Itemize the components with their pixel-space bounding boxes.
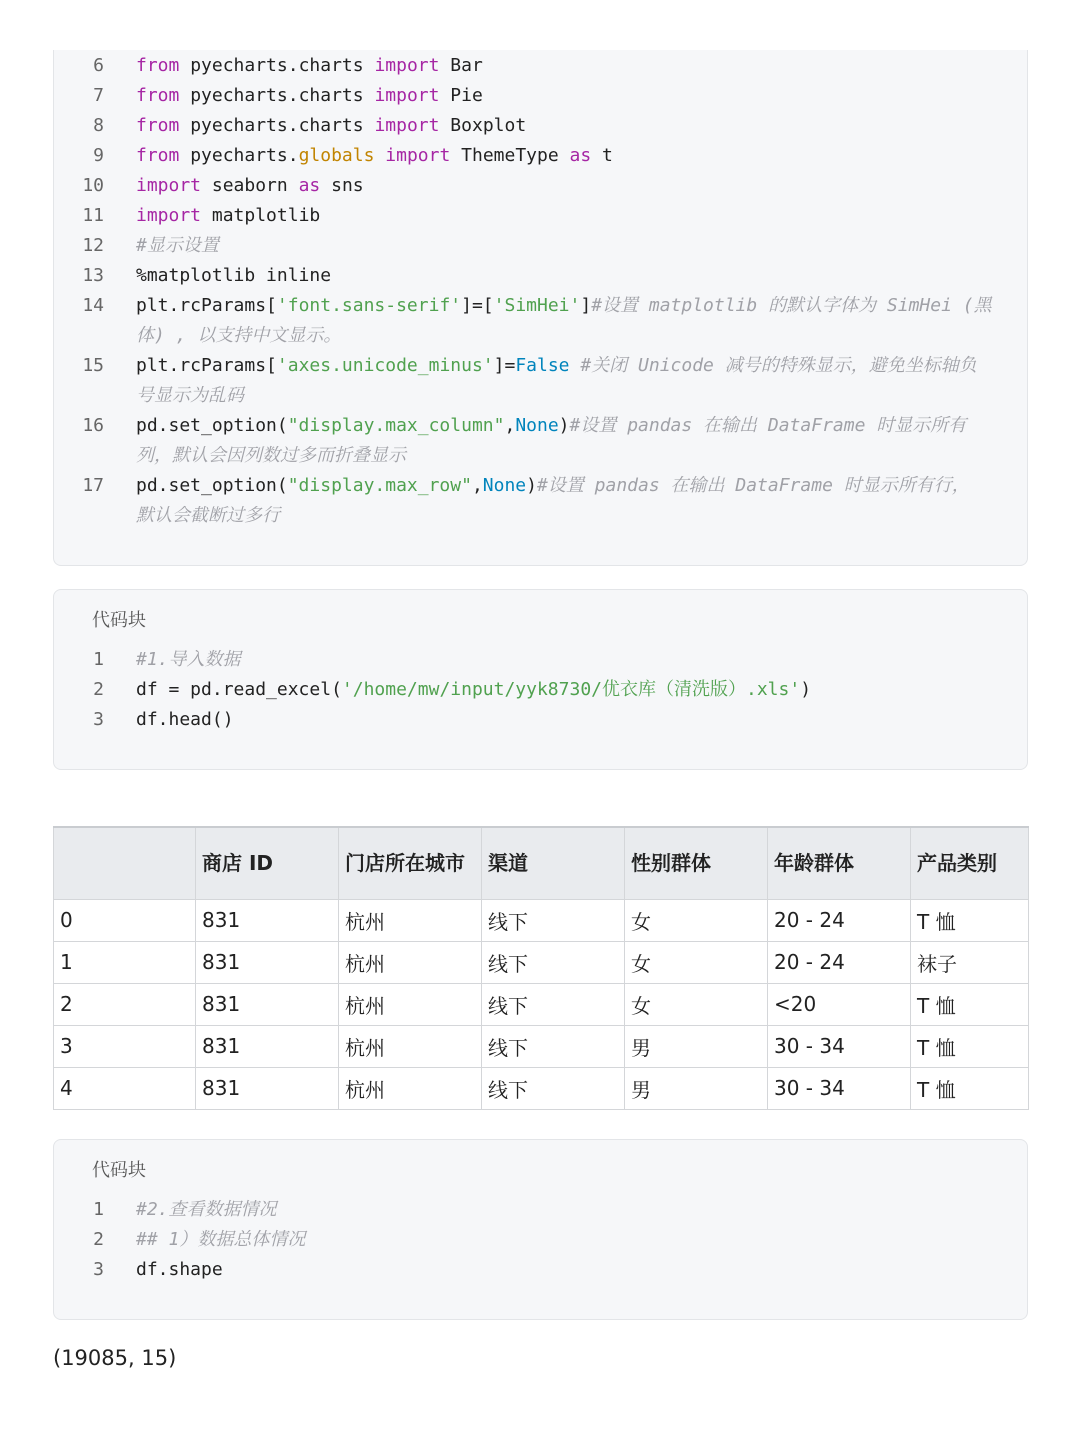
code-text xyxy=(136,261,331,291)
code-token: pyecharts.charts xyxy=(179,85,375,106)
code-token: pd.set_option( xyxy=(136,415,288,436)
city-cell: 杭州 xyxy=(339,1025,482,1067)
category-cell: 袜子 xyxy=(911,941,1029,983)
code-token: df.head() xyxy=(136,709,234,730)
code-token: import xyxy=(385,145,451,166)
line-number: 12 xyxy=(82,235,104,256)
code-text xyxy=(136,171,364,201)
code-token: ]=[ xyxy=(461,295,494,316)
table-row xyxy=(54,983,1029,1025)
code-token: Pie xyxy=(439,85,483,106)
code-token: #设置 matplotlib 的默认字体为 SimHei (黑 xyxy=(591,295,992,316)
code-token: seaborn xyxy=(201,175,299,196)
code-token: , xyxy=(471,475,483,496)
header-category: 产品类别 xyxy=(911,827,1029,899)
code-text xyxy=(136,111,526,141)
code-token: matplotlib xyxy=(201,205,321,226)
channel-cell: 线下 xyxy=(482,899,625,941)
line-number: 16 xyxy=(82,415,104,436)
category-cell: T 恤 xyxy=(911,1025,1029,1067)
store-id-cell: 831 xyxy=(196,1067,339,1109)
code-comment-continuation: 号显示为乱码 xyxy=(136,385,244,406)
header-gender: 性别群体 xyxy=(625,827,768,899)
code-text xyxy=(136,291,992,321)
line-number: 10 xyxy=(82,175,104,196)
code-token: 'font.sans-serif' xyxy=(276,295,462,316)
line-number: 17 xyxy=(82,475,104,496)
code-token: #设置 pandas 在输出 DataFrame 时显示所有行， xyxy=(537,475,970,496)
code-token: Bar xyxy=(439,55,483,76)
store-id-cell: 831 xyxy=(196,899,339,941)
channel-cell: 线下 xyxy=(482,1067,625,1109)
code-token: 'axes.unicode_minus' xyxy=(276,355,494,376)
line-number: 1 xyxy=(93,1199,104,1220)
store-id-cell: 831 xyxy=(196,1025,339,1067)
code-token: from xyxy=(136,115,180,136)
store-id-cell: 831 xyxy=(196,941,339,983)
code-block-label: 代码块 xyxy=(92,610,146,631)
code-token: from xyxy=(136,145,180,166)
code-token: globals xyxy=(298,145,375,166)
age-cell: <20 xyxy=(768,983,911,1025)
age-cell: 30 - 34 xyxy=(768,1067,911,1109)
table-row xyxy=(54,941,1029,983)
gender-cell: 女 xyxy=(625,899,768,941)
code-token: import xyxy=(374,55,440,76)
code-token: ) xyxy=(558,415,570,436)
index-cell: 2 xyxy=(54,983,196,1025)
index-header xyxy=(54,827,196,899)
code-text xyxy=(136,1255,223,1285)
city-cell: 杭州 xyxy=(339,1067,482,1109)
code-block-load-data xyxy=(53,589,1028,770)
line-number: 8 xyxy=(93,115,104,136)
code-text xyxy=(136,1225,305,1255)
code-text xyxy=(136,645,241,675)
line-number: 3 xyxy=(93,1259,104,1280)
category-cell: T 恤 xyxy=(911,899,1029,941)
channel-cell: 线下 xyxy=(482,941,625,983)
line-number: 11 xyxy=(82,205,104,226)
code-token: , xyxy=(504,415,516,436)
index-cell: 4 xyxy=(54,1067,196,1109)
code-token: Boxplot xyxy=(439,115,527,136)
code-token: as xyxy=(569,145,592,166)
code-token: import xyxy=(374,85,440,106)
code-token: #设置 pandas 在输出 DataFrame 时显示所有 xyxy=(569,415,967,436)
code-text xyxy=(136,141,613,171)
index-cell: 1 xyxy=(54,941,196,983)
line-number: 9 xyxy=(93,145,104,166)
line-number: 6 xyxy=(93,55,104,76)
age-cell: 20 - 24 xyxy=(768,941,911,983)
code-token: #关闭 Unicode 减号的特殊显示，避免坐标轴负 xyxy=(580,355,977,376)
channel-cell: 线下 xyxy=(482,1025,625,1067)
line-number: 7 xyxy=(93,85,104,106)
header-city: 门店所在城市 xyxy=(339,827,482,899)
code-text xyxy=(136,81,483,111)
code-token: plt.rcParams[ xyxy=(136,355,277,376)
gender-cell: 男 xyxy=(625,1025,768,1067)
code-token: import xyxy=(136,205,202,226)
line-number: 13 xyxy=(82,265,104,286)
code-token: pyecharts. xyxy=(179,145,299,166)
code-token: pyecharts.charts xyxy=(179,55,375,76)
code-token: from xyxy=(136,85,180,106)
index-cell: 3 xyxy=(54,1025,196,1067)
code-token: ThemeType xyxy=(450,145,570,166)
index-cell: 0 xyxy=(54,899,196,941)
header-channel: 渠道 xyxy=(482,827,625,899)
code-token: #1.导入数据 xyxy=(136,649,241,670)
category-cell: T 恤 xyxy=(911,983,1029,1025)
code-text xyxy=(136,231,219,261)
code-token: ]= xyxy=(493,355,516,376)
gender-cell: 男 xyxy=(625,1067,768,1109)
code-text xyxy=(136,705,234,735)
line-number: 14 xyxy=(82,295,104,316)
category-cell: T 恤 xyxy=(911,1067,1029,1109)
gender-cell: 女 xyxy=(625,941,768,983)
code-block-label: 代码块 xyxy=(92,1160,146,1181)
line-number: 1 xyxy=(93,649,104,670)
code-token: #显示设置 xyxy=(136,235,219,256)
table-row xyxy=(54,899,1029,941)
code-token: ## 1）数据总体情况 xyxy=(136,1229,306,1250)
city-cell: 杭州 xyxy=(339,983,482,1025)
line-number: 2 xyxy=(93,679,104,700)
code-token: False xyxy=(515,355,570,376)
shape-output: (19085, 15) xyxy=(53,1346,177,1370)
code-token: from xyxy=(136,55,180,76)
age-cell: 30 - 34 xyxy=(768,1025,911,1067)
code-token: %matplotlib inline xyxy=(136,265,332,286)
code-text xyxy=(136,411,966,441)
table-row xyxy=(54,1067,1029,1109)
code-token: "display.max_row" xyxy=(287,475,472,496)
code-block-imports xyxy=(53,50,1028,566)
code-token: t xyxy=(591,145,613,166)
code-token xyxy=(374,145,385,166)
channel-cell: 线下 xyxy=(482,983,625,1025)
code-token: None xyxy=(515,415,559,436)
code-token: pyecharts.charts xyxy=(179,115,375,136)
code-comment-continuation: 体) , 以支持中文显示。 xyxy=(136,325,342,346)
line-number: 15 xyxy=(82,355,104,376)
code-token: ) xyxy=(526,475,537,496)
dataframe-head-table xyxy=(53,826,1029,1110)
code-token: as xyxy=(298,175,321,196)
code-token: pd.set_option( xyxy=(136,475,288,496)
store-id-cell: 831 xyxy=(196,983,339,1025)
city-cell: 杭州 xyxy=(339,899,482,941)
table-header-row xyxy=(54,827,1029,899)
code-token: import xyxy=(374,115,440,136)
code-token: #2.查看数据情况 xyxy=(136,1199,277,1220)
code-text xyxy=(136,51,483,81)
code-token: df.shape xyxy=(136,1259,223,1280)
code-token: ) xyxy=(800,679,812,700)
code-text xyxy=(136,351,977,381)
line-number: 2 xyxy=(93,1229,104,1250)
code-token: "display.max_column" xyxy=(287,415,505,436)
code-comment-continuation: 默认会截断过多行 xyxy=(136,505,280,526)
code-comment-continuation: 列，默认会因列数过多而折叠显示 xyxy=(136,445,406,466)
header-store-id: 商店 ID xyxy=(196,827,339,899)
code-token: df = pd.read_excel( xyxy=(136,679,342,700)
code-text xyxy=(136,675,811,705)
line-number: 3 xyxy=(93,709,104,730)
code-text xyxy=(136,471,970,501)
code-block-shape xyxy=(53,1139,1028,1320)
code-token: 'SimHei' xyxy=(493,295,581,316)
code-token xyxy=(570,355,581,376)
city-cell: 杭州 xyxy=(339,941,482,983)
code-token: '/home/mw/input/yyk8730/优衣库（清洗版）.xls' xyxy=(341,679,801,700)
gender-cell: 女 xyxy=(625,983,768,1025)
code-text xyxy=(136,1195,277,1225)
table-row xyxy=(54,1025,1029,1067)
code-token: None xyxy=(482,475,527,496)
code-token: plt.rcParams[ xyxy=(136,295,277,316)
code-token: sns xyxy=(320,175,364,196)
code-token: ] xyxy=(580,295,592,316)
code-text xyxy=(136,201,320,231)
header-age: 年龄群体 xyxy=(768,827,911,899)
code-token: import xyxy=(136,175,202,196)
age-cell: 20 - 24 xyxy=(768,899,911,941)
